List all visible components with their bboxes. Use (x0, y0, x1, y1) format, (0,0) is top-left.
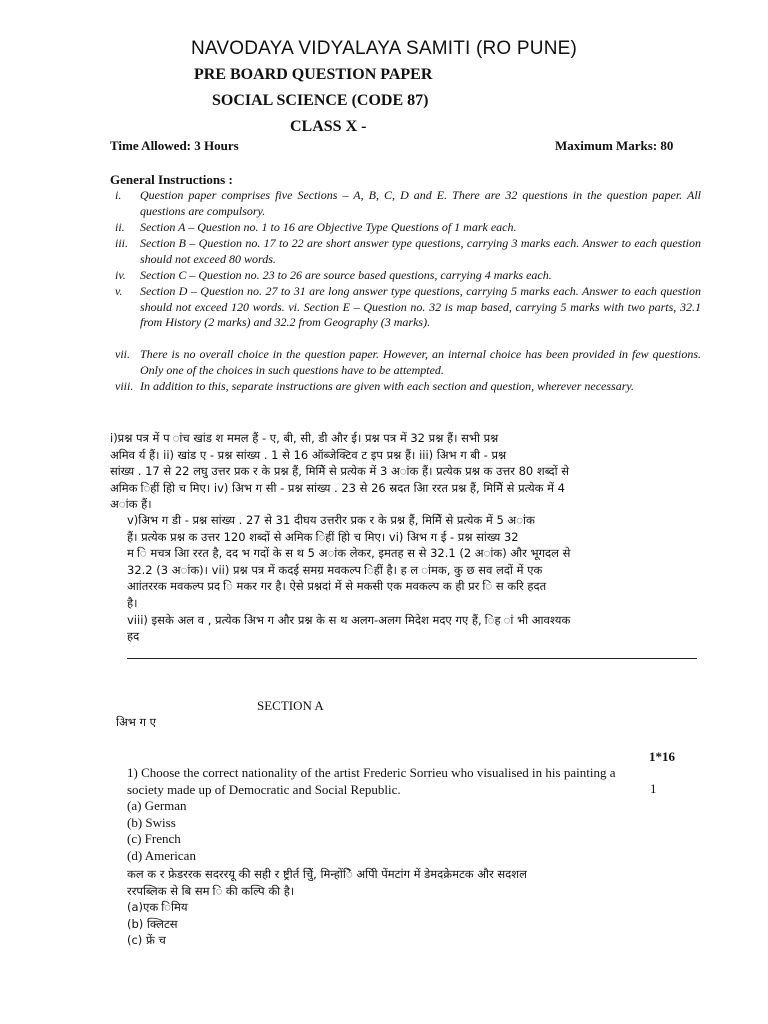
question-line: society made up of Democratic and Social Republic. (127, 781, 401, 797)
instruction-item (115, 284, 701, 348)
option-b: (b) Swiss (127, 814, 176, 830)
hindi-instructions (110, 430, 710, 513)
option-a-hindi: (a)एक िमिय (127, 900, 188, 915)
option-c-hindi: (c) फ्रें च (127, 933, 166, 948)
maximum-marks: Maximum Marks: 80 (555, 138, 674, 153)
instruction-number: vii. (115, 347, 130, 361)
option-d: (d) American (127, 847, 196, 863)
option-a: (a) German (127, 798, 187, 814)
question-1-hindi (127, 866, 727, 949)
option-b-hindi: (b) क्लिटस (127, 916, 178, 931)
time-allowed: Time Allowed: 3 Hours (110, 138, 239, 153)
hindi-line: 32.2 (3 अांक)। vii) प्रश्न पत्र में कदई समग्र मवकल्प िहीं है। ह ल ांमक, कु छ सव लदों में एक (127, 562, 543, 577)
instruction-text: Section B – Question no. 17 to 22 are short answer type questions, carrying 3 marks each. Answer to each question should not exceed 80 words. (140, 236, 701, 266)
instruction-text: Section C – Question no. 23 to 26 are source based questions, carrying 4 marks each. (140, 268, 552, 282)
hindi-line: अमिव र्य हैं। ii) खांड ए - प्रश्न सांख्य . 1 से 16 ऑब्जेक्टिव ट इप प्रश्न हैं। iii) अिभ ग बी - प्रश्न (110, 447, 507, 462)
paper-title: PRE BOARD QUESTION PAPER (194, 66, 433, 83)
hindi-line: हद (127, 629, 140, 644)
section-marks: 1*16 (649, 749, 675, 764)
subject-title: SOCIAL SCIENCE (CODE 87) (212, 92, 429, 109)
hindi-line: v)अिभ ग डी - प्रश्न सांख्य . 27 से 31 दीघय उत्तरीर प्रक र के प्रश्न हैं, मिमिें से प्रत्येक में 5 अांक (127, 513, 535, 527)
question-1 (127, 765, 717, 865)
instruction-text: Section D – Question no. 27 to 31 are long answer type questions, carrying 5 marks each. Answer to each question should not exceed 120 words. vi. Section E – Question no. 32 is map based, carrying 5 marks with two parts, 32.1 from History (2 marks) and 32.2 from Geography (3 marks). (140, 284, 701, 330)
instruction-text: Section A – Question no. 1 to 16 are Objective Type Questions of 1 mark each. (140, 220, 517, 234)
instruction-text: Question paper comprises five Sections – A, B, C, D and E. There are 32 questions in the question paper. All questions are compulsory. (140, 188, 701, 218)
instruction-item (115, 188, 701, 220)
instruction-item (115, 236, 701, 268)
organization-title: NAVODAYA VIDYALAYA SAMITI (RO PUNE) (190, 38, 578, 59)
instruction-number: v. (115, 284, 123, 298)
hindi-instructions-continued (127, 512, 717, 645)
hindi-line: ररपब्लिक से बि सम ि की कल्पि की है। (127, 883, 295, 898)
section-divider (127, 658, 697, 659)
instruction-item (115, 379, 701, 411)
hindi-line: म ि मचत्र आि ररत है, दद भ गदों के स थ 5 अांक लेकर, इमतह स से 32.1 (2 अांक) और भूगदल से (127, 546, 571, 561)
instruction-item (115, 220, 701, 236)
hindi-line: सांख्य . 17 से 22 लघु उत्तर प्रक र के प्रश्न हैं, मिमिें से प्रत्येक में 3 अांक हैं। प्रत्येक प्रश्न क उत्तर 80 शब्दों से (110, 464, 570, 479)
question-mark: 1 (650, 781, 657, 796)
class-title: CLASS X - (290, 118, 367, 135)
question-line: 1) Choose the correct nationality of the artist Frederic Sorrieu who visualised in his painting a (127, 765, 616, 780)
instruction-number: ii. (115, 220, 125, 234)
hindi-line: कल क र फ्रेडररक सदररयू की सही र ष्ट्रीर्त चुिें, मिन्होंिे अपिी पेंमटांग में डेमदक्रेमटक और सदशल (127, 867, 527, 881)
hindi-line: viii) इसके अल व , प्रत्येक अिभ ग और प्रश्न के स थ अलग-अलग मिदेश मदए गए हैं, िह ां भी आवश्यक (127, 612, 571, 627)
option-c: (c) French (127, 831, 181, 847)
hindi-line: आांतररक मवकल्प प्रद ि मकर गर है। ऐसे प्रश्नदां में से मकसी एक मवकल्प क ही प्रर ि स करि हदत (127, 579, 547, 594)
instruction-text: In addition to this, separate instructions are given with each section and question, wherever necessary. (140, 379, 635, 393)
instructions-title: General Instructions : (110, 172, 233, 187)
instruction-text: There is no overall choice in the question paper. However, an internal choice has been provided in few questions. Only one of the choices in such questions have to be attempted. (140, 347, 701, 377)
instruction-item (115, 347, 701, 379)
instruction-number: iii. (115, 236, 129, 250)
hindi-line: अमिक िहीं होि च मिए। iv) अिभ ग सी - प्रश्न सांख्य . 23 से 26 स्रदत आि ररत प्रश्न हैं, मिमिें से प्रत्येक में 4 (110, 480, 565, 495)
instruction-item (115, 268, 701, 284)
instruction-number: i. (115, 188, 122, 202)
hindi-line: हैं। प्रत्येक प्रश्न क उत्तर 120 शब्दों से अमिक िहीं होि च मिए। vi) अिभ ग ई - प्रश्न सांख्य 32 (127, 529, 519, 544)
hindi-line: i)प्रश्न पत्र में प ांच खांड श ममल हैं - ए, बी, सी, डी और ई। प्रश्न पत्र में 32 प्रश्न हैं। सभी प्रश्न (110, 431, 499, 445)
instruction-number: iv. (115, 268, 126, 282)
section-title-hindi: अिभ ग ए (116, 715, 156, 729)
hindi-line: अांक हैं। (110, 497, 152, 512)
instruction-number: viii. (115, 379, 134, 393)
hindi-line: है। (127, 595, 138, 610)
section-title: SECTION A (257, 698, 324, 713)
